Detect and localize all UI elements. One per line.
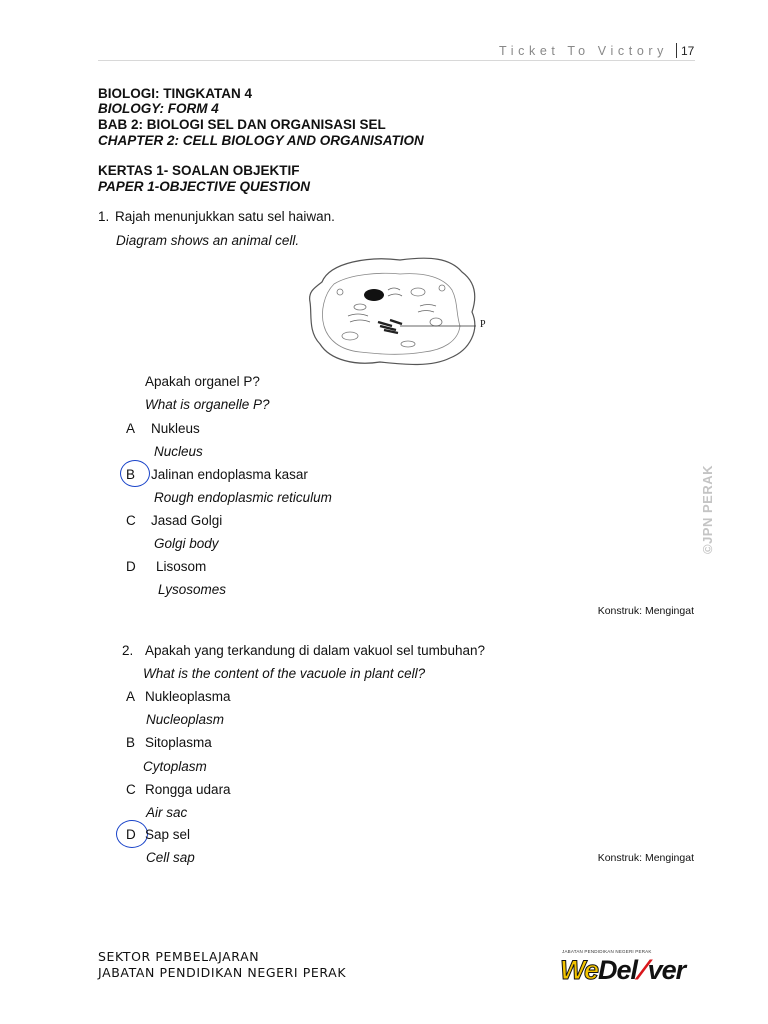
q2-option-d-ms: Sap sel (145, 827, 191, 842)
q1-number: 1. (98, 209, 110, 224)
q1-option-b-en: Rough endoplasmic reticulum (154, 490, 332, 505)
q1-option-d-ms: Lisosom (156, 559, 207, 574)
q1-option-b-letter[interactable]: B (126, 467, 136, 482)
header-title: Ticket To Victory (499, 44, 668, 58)
footer-line2: JABATAN PENDIDIKAN NEGERI PERAK (98, 965, 347, 980)
subject-title-en: BIOLOGY: FORM 4 (98, 101, 219, 116)
q2-option-a-letter[interactable]: A (126, 689, 136, 704)
q1-stem-ms: Rajah menunjukkan satu sel haiwan. (115, 209, 335, 224)
q2-stem-en: What is the content of the vacuole in plant cell? (143, 666, 426, 681)
footer-line1: SEKTOR PEMBELAJARAN (98, 949, 260, 964)
q1-option-a-en: Nucleus (154, 444, 203, 459)
header-divider (676, 43, 677, 58)
chapter-title-en: CHAPTER 2: CELL BIOLOGY AND ORGANISATION (98, 133, 424, 148)
q1-option-b-ms: Jalinan endoplasma kasar (151, 467, 308, 482)
q2-option-b-en: Cytoplasm (143, 759, 207, 774)
q2-option-c-letter[interactable]: C (126, 782, 136, 797)
q1-ask-en: What is organelle P? (145, 397, 270, 412)
q2-option-b-letter[interactable]: B (126, 735, 136, 750)
paper-title-en: PAPER 1-OBJECTIVE QUESTION (98, 179, 311, 194)
diagram-label-p: P (480, 319, 486, 330)
q2-option-a-ms: Nukleoplasma (145, 689, 231, 704)
q1-option-d-letter[interactable]: D (126, 559, 136, 574)
animal-cell-diagram (300, 252, 500, 370)
q2-option-c-en: Air sac (146, 805, 188, 820)
q2-stem-ms: Apakah yang terkandung di dalam vakuol sel tumbuhan? (145, 643, 485, 658)
jpn-perak-watermark: ©JPN PERAK (700, 465, 715, 554)
page-number: 17 (681, 44, 695, 58)
q2-option-c-ms: Rongga udara (145, 782, 231, 797)
q1-option-d-en: Lysosomes (158, 582, 227, 597)
q2-option-a-en: Nucleoplasm (146, 712, 225, 727)
q1-option-a-ms: Nukleus (151, 421, 200, 436)
q1-ask-ms: Apakah organel P? (145, 374, 260, 389)
logo-slash-icon: / (633, 955, 652, 985)
q1-option-c-en: Golgi body (154, 536, 219, 551)
header-rule (98, 60, 695, 61)
logo-caption: JABATAN PENDIDIKAN NEGERI PERAK (562, 949, 652, 954)
q1-option-a-letter[interactable]: A (126, 421, 136, 436)
q1-construct: Konstruk: Mengingat (597, 605, 694, 617)
q1-stem-en: Diagram shows an animal cell. (116, 233, 300, 248)
paper-title-ms: KERTAS 1- SOALAN OBJEKTIF (98, 163, 300, 178)
q1-option-c-letter[interactable]: C (126, 513, 136, 528)
q2-number: 2. (122, 643, 134, 658)
chapter-title-ms: BAB 2: BIOLOGI SEL DAN ORGANISASI SEL (98, 117, 386, 132)
q2-option-d-en: Cell sap (146, 850, 195, 865)
q1-option-c-ms: Jasad Golgi (151, 513, 223, 528)
q2-option-b-ms: Sitoplasma (145, 735, 212, 750)
we-deliver-logo: WeDel/ver (560, 955, 686, 985)
subject-title-ms: BIOLOGI: TINGKATAN 4 (98, 86, 252, 101)
q2-construct: Konstruk: Mengingat (597, 852, 694, 864)
q2-option-d-letter[interactable]: D (126, 827, 136, 842)
